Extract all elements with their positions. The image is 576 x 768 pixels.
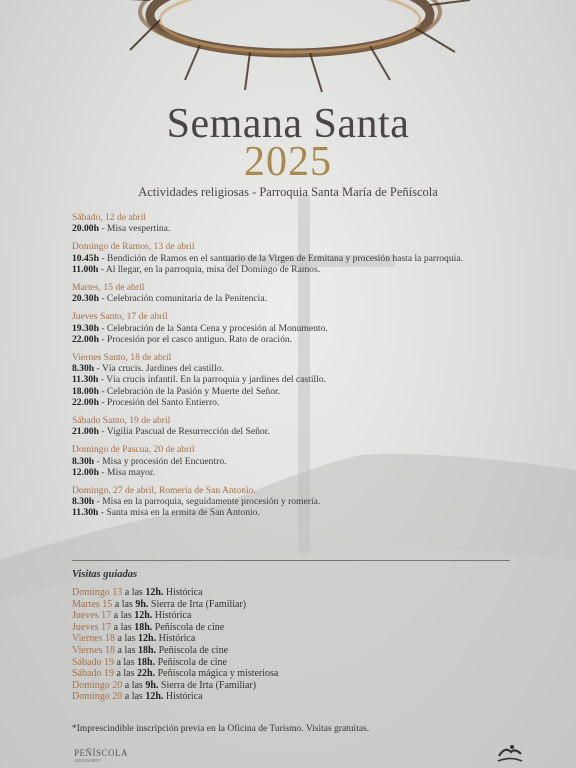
event-text: - Procesión del Santo Entierro. <box>98 396 220 408</box>
event-time: 10.45h <box>72 252 99 264</box>
schedule-day-title: Viernes Santo, 18 de abril <box>72 352 172 364</box>
ajuntament-label: AJUNTAMENT <box>74 758 101 763</box>
visit-day: Jueves 17 <box>72 621 114 633</box>
event-time: 12.00h <box>72 466 99 478</box>
visit-item <box>72 691 512 703</box>
visit-connector: a las <box>122 679 146 691</box>
visit-item <box>72 668 512 680</box>
visit-time: 9h. <box>135 598 149 610</box>
schedule-event <box>72 323 542 334</box>
visits-note: *Imprescindible inscripción previa en la Oficina de Turismo. Visitas gratuitas. <box>72 724 370 734</box>
schedule-event <box>72 253 542 264</box>
visit-day: Sábado 19 <box>72 656 114 668</box>
event-text: - Celebración comunitaria de la Penitencia. <box>98 293 268 305</box>
event-text: - Celebración de la Pasión y Muerte del Señor. <box>98 385 281 397</box>
peniscola-logo: PEÑÍSCOLA <box>74 748 129 758</box>
schedule-event <box>72 507 542 518</box>
schedule-day-title: Domingo, 27 de abril, Romería de San Antonio. <box>72 485 256 497</box>
visit-time: 12h. <box>145 587 164 598</box>
visit-item <box>72 622 512 634</box>
event-text: - Misa y procesión del Encuentro. <box>94 455 227 467</box>
visit-day: Jueves 17 <box>72 610 112 622</box>
visit-item <box>72 645 512 657</box>
schedule-event <box>72 426 542 437</box>
visit-desc: Histórica <box>163 587 203 598</box>
visit-connector: a las <box>113 656 137 668</box>
event-text: - Misa mayor. <box>98 466 155 478</box>
visit-connector: a las <box>113 621 135 633</box>
event-time: 19.30h <box>72 322 99 334</box>
schedule-day <box>72 212 542 234</box>
visit-time: 12h. <box>138 633 157 645</box>
schedule-day-title: Jueves Santo, 17 de abril <box>72 311 168 323</box>
schedule-day <box>72 241 542 275</box>
event-text: - Vía crucis infantil. En la parroquia y jardines del castillo. <box>98 374 327 386</box>
schedule-event <box>72 386 542 397</box>
peniscola-tourism-logo-icon <box>495 742 525 768</box>
schedule-event <box>72 363 542 374</box>
visit-day: Domingo 13 <box>72 587 123 598</box>
page-subtitle: Actividades religiosas - Parroquia Santa María de Peñíscola <box>138 185 438 199</box>
event-time: 8.30h <box>72 496 95 508</box>
schedule-event <box>72 456 542 467</box>
event-time: 21.00h <box>72 426 99 438</box>
schedule-event <box>72 496 542 507</box>
schedule-list <box>72 212 542 526</box>
page-year: 2025 <box>244 139 332 185</box>
visit-desc: Sierra de Irta (Familiar) <box>148 598 247 610</box>
page-title: Semana Santa <box>166 101 410 147</box>
event-time: 18.00h <box>72 385 99 397</box>
visit-item <box>72 657 512 669</box>
visit-item <box>72 587 512 599</box>
event-time: 20.00h <box>72 223 99 235</box>
schedule-event <box>72 334 542 345</box>
visit-item <box>72 599 512 611</box>
visit-desc: Peñíscola mágica y misteriosa <box>155 668 279 680</box>
visit-time: 22h. <box>137 668 156 680</box>
event-time: 11.30h <box>72 374 99 386</box>
schedule-day-title: Sábado, 12 de abril <box>72 212 147 223</box>
divider <box>72 560 510 561</box>
event-text: - Misa en la parroquia, seguidamente procesión y romería. <box>94 496 321 508</box>
visit-desc: Peñíscola de cine <box>152 621 225 633</box>
event-text: - Procesión por el casco antiguo. Rato de oración. <box>98 333 293 345</box>
visit-day: Viernes 18 <box>72 644 115 656</box>
event-time: 22.00h <box>72 396 99 408</box>
event-time: 22.00h <box>72 333 99 345</box>
schedule-day <box>72 444 542 478</box>
schedule-event <box>72 467 542 478</box>
visit-day: Domingo 20 <box>72 679 123 691</box>
visit-desc: Peñíscola de cine <box>155 656 227 668</box>
visit-desc: Histórica <box>156 633 196 645</box>
visit-connector: a las <box>122 587 146 598</box>
schedule-day <box>72 352 542 408</box>
visit-connector: a las <box>115 644 139 656</box>
visit-desc: Histórica <box>163 691 203 703</box>
schedule-day <box>72 282 542 304</box>
visit-connector: a las <box>111 610 135 622</box>
event-time: 8.30h <box>72 363 95 375</box>
event-text: - Al llegar, en la parroquia, misa del Domingo de Ramos. <box>98 263 321 275</box>
visit-desc: Histórica <box>152 610 192 622</box>
visit-item <box>72 633 512 645</box>
visits-list <box>72 587 512 703</box>
visit-time: 18h. <box>137 656 156 668</box>
event-text: - Celebración de la Santa Cena y procesión al Monumento. <box>98 322 328 334</box>
visit-time: 9h. <box>145 679 159 691</box>
event-time: 20.30h <box>72 293 99 305</box>
schedule-event <box>72 374 542 385</box>
visit-connector: a las <box>112 598 136 610</box>
visit-time: 18h. <box>138 644 157 656</box>
event-text: - Vigilia Pascual de Resurrección del Señor. <box>98 426 270 438</box>
visit-day: Domingo 20 <box>72 691 123 703</box>
visit-connector: a las <box>115 633 139 645</box>
event-time: 11.00h <box>72 263 99 275</box>
visit-day: Martes 15 <box>72 598 113 610</box>
event-text: - Vía crucis. Jardines del castillo. <box>94 363 224 375</box>
visits-title: Visitas guiadas <box>72 569 138 580</box>
event-text: - Misa vespertina. <box>98 223 171 235</box>
schedule-day-title: Sábado Santo, 19 de abril <box>72 415 171 427</box>
event-text: - Bendición de Ramos en el santuario de la Virgen de Ermitana y procesión hasta la parroquia. <box>98 252 463 264</box>
schedule-event <box>72 223 542 234</box>
schedule-day-title: Martes, 15 de abril <box>72 282 145 294</box>
visit-item <box>72 680 512 692</box>
event-time: 8.30h <box>72 455 95 467</box>
visit-desc: Peñíscola de cine <box>156 644 229 656</box>
schedule-day <box>72 415 542 437</box>
schedule-day <box>72 485 542 519</box>
visit-day: Viernes 18 <box>72 633 115 645</box>
visit-time: 12h. <box>134 610 153 622</box>
visit-connector: a las <box>113 668 137 680</box>
event-time: 11.30h <box>72 507 99 519</box>
schedule-day <box>72 311 542 345</box>
schedule-event <box>72 264 542 275</box>
schedule-event <box>72 293 542 304</box>
visit-desc: Sierra de Irta (Familiar) <box>158 679 257 691</box>
schedule-day-title: Domingo de Pascua, 20 de abril <box>72 444 195 456</box>
visit-connector: a las <box>122 691 146 703</box>
visit-time: 12h. <box>145 691 164 703</box>
crown-of-thorns-icon <box>60 0 520 100</box>
event-text: - Santa misa en la ermita de San Antonio. <box>98 507 260 519</box>
schedule-event <box>72 397 542 408</box>
schedule-day-title: Domingo de Ramos, 13 de abril <box>72 241 195 253</box>
visit-time: 18h. <box>134 621 153 633</box>
visit-item <box>72 610 512 622</box>
visit-day: Sábado 19 <box>72 668 114 680</box>
